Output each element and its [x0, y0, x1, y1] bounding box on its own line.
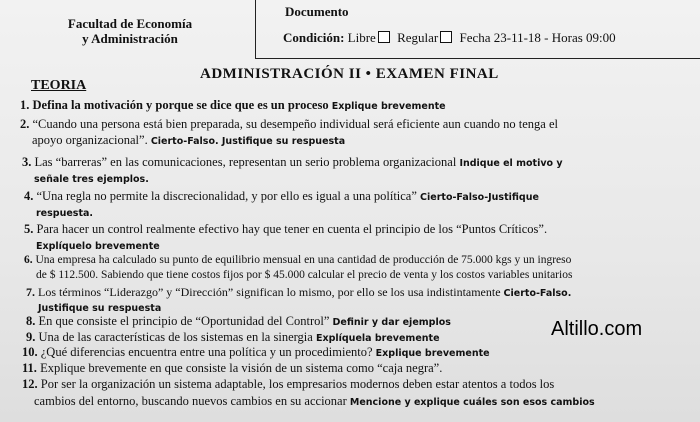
question-number: 6.	[24, 254, 33, 266]
question-2	[20, 117, 558, 131]
question-text: Explique brevemente en que consiste la visión de un sistema como “caja negra”.	[40, 361, 443, 375]
question-text: “Una regla no permite la discrecionalidad, y por ello es igual a una política”	[36, 189, 417, 203]
question-number: 3.	[22, 155, 32, 169]
question-number: 10.	[22, 345, 38, 359]
question-text: Las “barreras” en las comunicaciones, representan un serio problema organizacional	[34, 155, 457, 169]
question-instruction: Cierto-Falso. Justifique su respuesta	[150, 136, 346, 147]
question-text-cont: cambios del entorno, buscando nuevos cambios en su accionar	[34, 394, 347, 408]
question-3-cont	[34, 171, 149, 187]
question-instruction: Explíquela brevemente	[315, 333, 440, 344]
question-text: Defina la motivación y porque se dice que es un proceso	[32, 98, 329, 112]
question-2-cont	[32, 133, 345, 149]
question-6	[24, 253, 571, 267]
question-number: 9.	[26, 330, 36, 344]
condition-line	[283, 30, 616, 46]
question-text: Una de las características de los sistemas en la sinergia	[38, 330, 313, 344]
question-9	[26, 330, 440, 346]
question-instruction: Explique brevemente	[331, 101, 446, 112]
question-instruction: Indique el motivo y	[459, 158, 563, 169]
faculty-name	[55, 16, 205, 46]
site-watermark: Altillo.com	[551, 318, 643, 340]
question-text: ¿Qué diferencias encuentra entre una política y un procedimiento?	[40, 345, 373, 359]
date-text: Fecha 23-11-18 - Horas 09:00	[459, 30, 616, 45]
question-5	[24, 222, 547, 236]
option-regular-label: Regular	[397, 30, 439, 45]
question-number: 5.	[24, 222, 34, 236]
question-text-cont: apoyo organizacional”.	[32, 133, 148, 147]
question-number: 12.	[22, 377, 38, 391]
question-instruction: Cierto-Falso-Justifique	[420, 192, 539, 203]
question-instruction: Explíquelo brevemente	[36, 241, 160, 252]
question-7	[26, 285, 571, 301]
question-5-cont	[36, 238, 160, 254]
question-instruction-cont: señale tres ejemplos.	[34, 174, 149, 185]
question-number: 8.	[26, 314, 36, 328]
question-number: 2.	[20, 117, 30, 131]
question-text: Para hacer un control realmente efectivo hay que tener en cuenta el principio de los “Puntos Críticos”.	[36, 222, 548, 236]
question-instruction: Mencione y explique cuáles son esos cambios	[349, 397, 595, 408]
question-text: En que consiste el principio de “Oportunidad del Control”	[38, 314, 330, 328]
question-number: 4.	[24, 189, 34, 203]
regular-checkbox[interactable]	[440, 31, 452, 43]
question-8	[26, 314, 451, 330]
libre-checkbox[interactable]	[378, 31, 390, 43]
question-text: Los términos “Liderazgo” y “Dirección” significan lo mismo, por ello se los usa indistintamente	[38, 285, 501, 299]
question-text: Por ser la organización un sistema adaptable, los empresarios modernos deben estar atentos a todos los	[40, 377, 555, 391]
question-instruction: Cierto-Falso.	[503, 288, 572, 299]
question-11	[22, 361, 442, 375]
question-text-cont: de $ 112.500. Sabiendo que tiene costos fijos por $ 45.000 calcular el precio de venta y los costos variables unitarios	[36, 269, 573, 281]
section-heading: TEORIA	[31, 78, 87, 93]
question-instruction-cont: respuesta.	[36, 208, 94, 219]
question-6-cont	[36, 268, 572, 282]
question-12-cont	[34, 394, 595, 410]
question-number: 7.	[26, 285, 35, 299]
question-4	[24, 189, 539, 205]
exam-title: ADMINISTRACIÓN II • EXAMEN FINAL	[200, 66, 499, 82]
question-instruction-cont: Justifique su respuesta	[38, 303, 162, 314]
question-1	[20, 98, 446, 114]
question-number: 1.	[20, 98, 30, 112]
faculty-line-1: Facultad de Economía	[67, 16, 193, 31]
question-number: 11.	[22, 361, 37, 375]
document-label: Documento	[285, 4, 349, 19]
condition-label: Condición:	[283, 30, 345, 45]
question-10	[22, 345, 490, 361]
faculty-line-2: y Administración	[82, 31, 178, 46]
question-3	[22, 155, 563, 171]
question-instruction: Definir y dar ejemplos	[332, 317, 451, 328]
question-12	[22, 377, 554, 391]
question-text: Una empresa ha calculado su punto de equilibrio mensual en una cantidad de producción de 75.000 kgs y un ingreso	[35, 254, 572, 266]
question-text: “Cuando una persona está bien preparada, su desempeño individual será eficiente aun cuando no tenga el	[32, 117, 558, 131]
option-libre-label: Libre	[347, 30, 376, 45]
question-4-cont	[36, 205, 93, 221]
question-instruction: Explique brevemente	[375, 348, 490, 359]
